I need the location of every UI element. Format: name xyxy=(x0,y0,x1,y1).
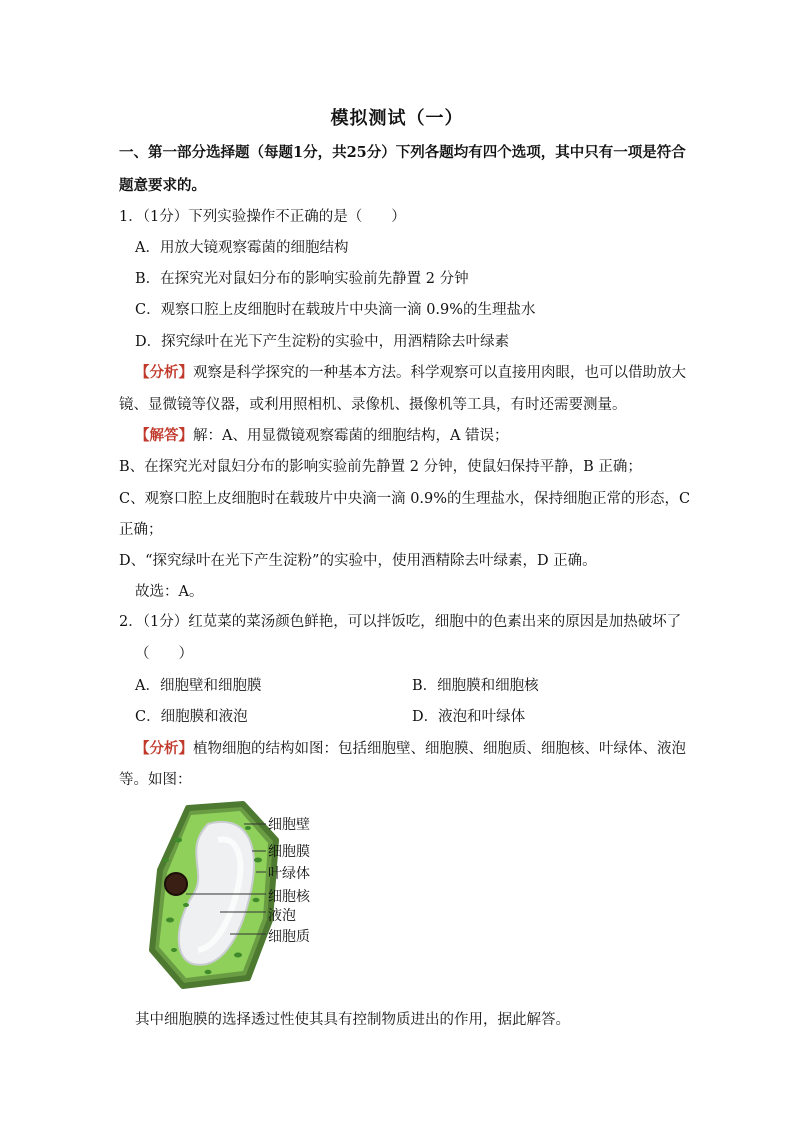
q2-analysis-text1: 植物细胞的结构如图：包括细胞壁、细胞膜、细胞质、细胞核、叶绿体、液泡 xyxy=(193,741,686,757)
q2-stem-line2: （ ） xyxy=(135,646,193,662)
q1-analysis-line1 xyxy=(135,363,686,383)
q2-option-c: C．细胞膜和液泡 xyxy=(135,709,248,725)
q1-stem: 1．（1分）下列实验操作不正确的是（ ） xyxy=(119,209,406,225)
label-cytoplasm: 细胞质 xyxy=(268,929,310,945)
q2-analysis-tag: 【分析】 xyxy=(135,740,193,757)
label-cell-membrane: 细胞膜 xyxy=(268,844,310,860)
section-heading-line2: 题意要求的。 xyxy=(119,177,206,194)
label-chloroplast: 叶绿体 xyxy=(268,866,310,882)
q1-answer-text1: 解：A、用显微镜观察霉菌的细胞结构，A 错误； xyxy=(193,428,509,444)
q1-analysis-tag: 【分析】 xyxy=(135,364,193,381)
q2-analysis-line2: 等。如图： xyxy=(119,772,192,788)
page-title: 模拟测试（一） xyxy=(330,108,464,129)
q2-stem-line1: 2．（1分）红苋菜的菜汤颜色鲜艳，可以拌饭吃，细胞中的色素出来的原因是加热破坏了 xyxy=(119,614,682,630)
q2-analysis-line1 xyxy=(135,739,686,759)
q1-analysis-line2: 镜、显微镜等仪器，或利用照相机、录像机、摄像机等工具，有时还需要测量。 xyxy=(119,397,627,413)
q2-option-a: A．细胞壁和细胞膜 xyxy=(135,678,262,694)
nucleus-shape xyxy=(165,873,187,895)
label-cell-wall: 细胞壁 xyxy=(268,817,310,833)
q1-answer-line4: 正确； xyxy=(119,522,163,538)
q1-answer-tag: 【解答】 xyxy=(135,427,193,444)
q1-option-d: D．探究绿叶在光下产生淀粉的实验中，用酒精除去叶绿素 xyxy=(135,334,510,350)
q1-option-a: A．用放大镜观察霉菌的细胞结构 xyxy=(135,240,349,256)
q2-option-b: B．细胞膜和细胞核 xyxy=(412,678,539,694)
q1-option-c: C．观察口腔上皮细胞时在载玻片中央滴一滴 0.9%的生理盐水 xyxy=(135,302,536,318)
q1-option-b: B．在探究光对鼠妇分布的影响实验前先静置 2 分钟 xyxy=(135,271,469,287)
q1-answer-line2: B、在探究光对鼠妇分布的影响实验前先静置 2 分钟，使鼠妇保持平静，B 正确； xyxy=(119,459,642,475)
q1-choice: 故选：A。 xyxy=(135,584,204,600)
label-nucleus: 细胞核 xyxy=(268,889,310,905)
section-heading-line1: 一、第一部分选择题（每题1分，共25分）下列各题均有四个选项，其中只有一项是符合 xyxy=(119,144,686,161)
q1-answer-line1 xyxy=(135,426,509,446)
q2-option-d: D．液泡和叶绿体 xyxy=(412,709,526,725)
q1-answer-line5: D、“探究绿叶在光下产生淀粉”的实验中，使用酒精除去叶绿素，D 正确。 xyxy=(119,553,597,569)
q1-analysis-text1: 观察是科学探究的一种基本方法。科学观察可以直接用肉眼，也可以借助放大 xyxy=(193,365,686,381)
q1-answer-line3: C、观察口腔上皮细胞时在载玻片中央滴一滴 0.9%的生理盐水，保持细胞正常的形态，C xyxy=(119,491,691,507)
q2-conclusion: 其中细胞膜的选择透过性使其具有控制物质进出的作用，据此解答。 xyxy=(135,1012,570,1028)
label-vacuole: 液泡 xyxy=(268,908,296,924)
